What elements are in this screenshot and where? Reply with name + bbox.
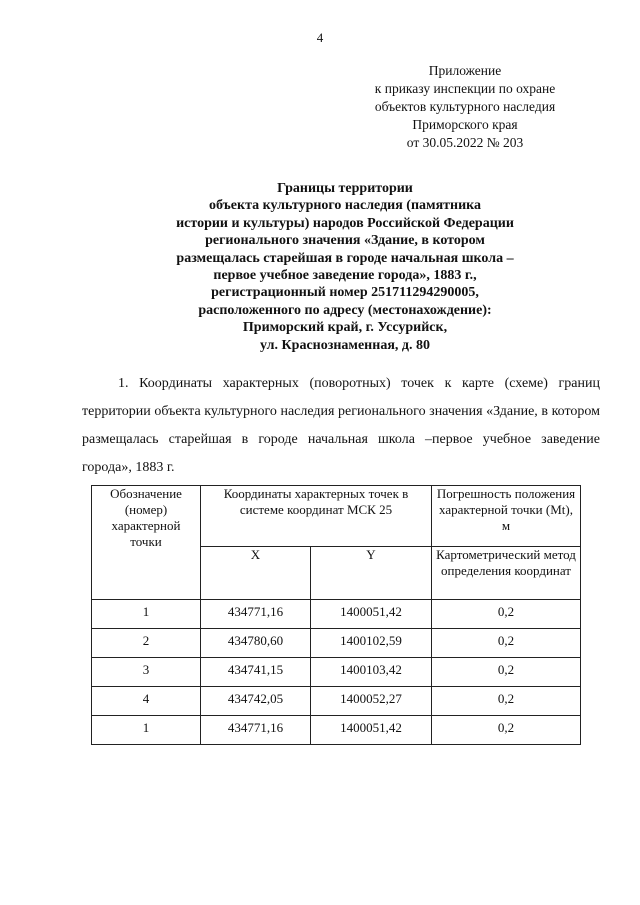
title-line: Границы территории xyxy=(277,181,413,196)
cell-point: 1 xyxy=(92,600,201,629)
cell-error: 0,2 xyxy=(432,658,581,687)
header-point-number: Обозначение (номер) характерной точки xyxy=(92,486,201,600)
title-line: расположенного по адресу (местонахождение): xyxy=(198,302,492,318)
cell-x: 434771,16 xyxy=(201,600,311,629)
appendix-line: к приказу инспекции по охране xyxy=(374,81,556,96)
title-line: ул. Краснознаменная, д. 80 xyxy=(260,337,430,353)
page-number: 4 xyxy=(316,30,324,45)
table-row xyxy=(92,687,581,716)
title-line: регионального значения «Здание, в котором xyxy=(205,233,485,249)
appendix-line: Приморского края xyxy=(412,117,518,132)
header-error: Погрешность положения характерной точки (Mt), м xyxy=(432,486,581,547)
header-coordinates: Координаты характерных точек в системе координат МСК 25 xyxy=(201,486,432,547)
cell-error: 0,2 xyxy=(432,600,581,629)
cell-y: 1400052,27 xyxy=(310,687,431,716)
title-line: объекта культурного наследия (памятника xyxy=(208,198,482,214)
title-line: истории и культуры) народов Российской Федерации xyxy=(176,215,514,231)
cell-error: 0,2 xyxy=(432,629,581,658)
header-y: Y xyxy=(310,547,431,600)
table-row xyxy=(92,629,581,658)
cell-point: 1 xyxy=(92,716,201,745)
appendix-block xyxy=(340,62,590,152)
document-title xyxy=(110,180,580,354)
table-row xyxy=(92,658,581,687)
cell-point: 4 xyxy=(92,687,201,716)
cell-y: 1400102,59 xyxy=(310,629,431,658)
cell-y: 1400051,42 xyxy=(310,600,431,629)
table-row xyxy=(92,600,581,629)
header-method: Картометрический метод определения координат xyxy=(432,547,581,600)
coordinates-table xyxy=(91,485,581,745)
title-line: Приморский край, г. Уссурийск, xyxy=(242,320,448,336)
appendix-line: от 30.05.2022 № 203 xyxy=(406,135,524,150)
cell-x: 434742,05 xyxy=(201,687,311,716)
cell-point: 3 xyxy=(92,658,201,687)
cell-y: 1400103,42 xyxy=(310,658,431,687)
cell-error: 0,2 xyxy=(432,687,581,716)
cell-x: 434741,15 xyxy=(201,658,311,687)
title-line: регистрационный номер 251711294290005, xyxy=(211,285,479,301)
appendix-line: объектов культурного наследия xyxy=(374,99,556,114)
title-line: размещалась старейшая в городе начальная школа – xyxy=(176,250,514,266)
title-line: первое учебное заведение города», 1883 г., xyxy=(213,268,477,284)
cell-y: 1400051,42 xyxy=(310,716,431,745)
cell-x: 434771,16 xyxy=(201,716,311,745)
appendix-line: Приложение xyxy=(428,63,502,78)
cell-point: 2 xyxy=(92,629,201,658)
header-x: X xyxy=(201,547,311,600)
table-row xyxy=(92,716,581,745)
cell-x: 434780,60 xyxy=(201,629,311,658)
body-paragraph: 1. Координаты характерных (поворотных) точек к карте (схеме) границ территории объекта культурного наследия регионального значения «Здание, в котором размещалась старейшая в городе начальная школа –первое учебное заведение города», 1883 г. xyxy=(82,376,600,475)
cell-error: 0,2 xyxy=(432,716,581,745)
